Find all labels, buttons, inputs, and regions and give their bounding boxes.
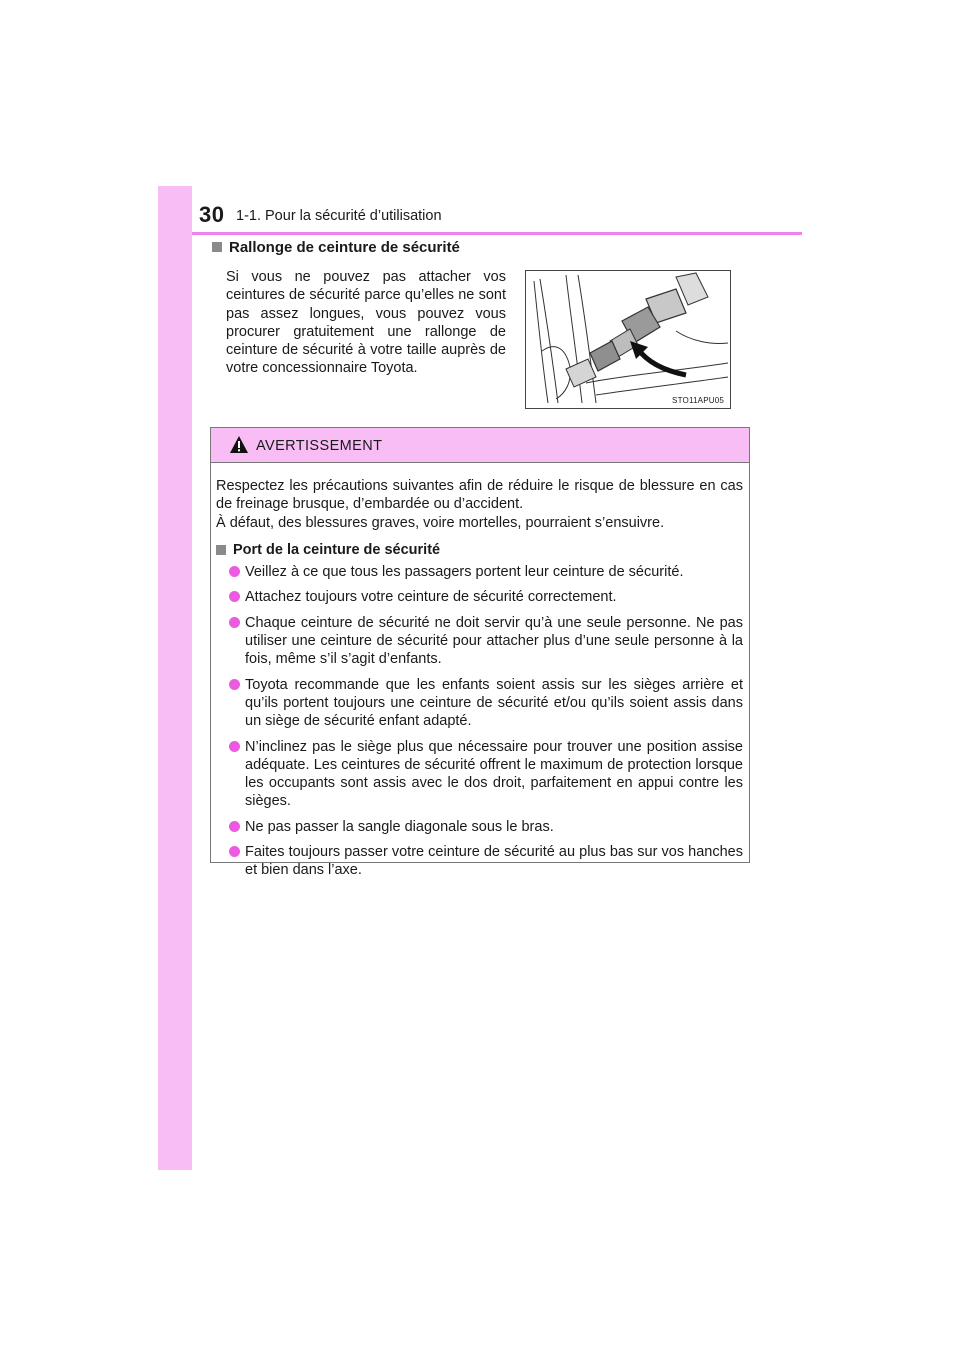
round-bullet-icon: [229, 679, 240, 690]
page-number: 30: [199, 202, 225, 227]
list-item-text: Veillez à ce que tous les passagers portent leur ceinture de sécurité.: [245, 564, 684, 581]
list-item: [216, 818, 743, 836]
list-item-text: Attachez toujours votre ceinture de sécurité correctement.: [245, 589, 617, 606]
warning-intro-2: À défaut, des blessures graves, voire mortelles, pourraient s’ensuivre.: [216, 514, 665, 531]
seatbelt-extender-drawing: [526, 271, 730, 408]
round-bullet-icon: [229, 566, 240, 577]
round-bullet-icon: [229, 617, 240, 628]
list-item-text: Chaque ceinture de sécurité ne doit servir qu’à une seule personne. Ne pas utiliser une ceinture de sécurité pour attacher plus d’une seule personne à la fois, même s’il s’agit d’enfants.: [245, 614, 743, 668]
list-item-text: Faites toujours passer votre ceinture de sécurité au plus bas sur vos hanches et bien dans l’axe.: [245, 844, 743, 879]
warning-box: [210, 427, 750, 879]
warning-title: AVERTISSEMENT: [256, 438, 383, 454]
header-rule: [192, 232, 802, 235]
round-bullet-icon: [229, 846, 240, 857]
warning-subheading-text: Port de la ceinture de sécurité: [233, 541, 441, 558]
list-item: [216, 614, 743, 669]
extension-heading-text: Rallonge de ceinture de sécurité: [229, 239, 460, 256]
warning-header: [211, 428, 749, 463]
square-bullet-icon: [212, 242, 222, 252]
seatbelt-extender-illustration: [525, 270, 731, 409]
round-bullet-icon: [229, 741, 240, 752]
list-item-text: N’inclinez pas le siège plus que nécessaire pour trouver une position assise adéquate. Les ceintures de sécurité offrent le maximum de protection lorsque les occupants sont assis avec le dos droit, parfaitement en appui contre les sièges.: [245, 738, 743, 810]
extension-heading: [212, 239, 460, 256]
warning-subheading: [216, 541, 743, 559]
extension-text: Si vous ne pouvez pas attacher vos ceintures de sécurité parce qu’elles ne sont pas assez longues, vous pouvez vous procurer gratuitement une rallonge de ceinture de sécurité à votre taille auprès de votre concessionnaire Toyota.: [226, 269, 506, 377]
warning-triangle-icon: [229, 435, 249, 454]
side-tab-band: [158, 186, 192, 1170]
list-item-text: Ne pas passer la sangle diagonale sous le bras.: [245, 818, 554, 835]
section-title: 1-1. Pour la sécurité d’utilisation: [236, 208, 442, 224]
list-item: [216, 676, 743, 731]
warning-body: [211, 463, 749, 880]
round-bullet-icon: [229, 821, 240, 832]
list-item: [216, 738, 743, 811]
warning-intro: Respectez les précautions suivantes afin de réduire le risque de blessure en cas de freinage brusque, d’embardée ou d’accident.: [216, 478, 743, 513]
list-item: [216, 563, 743, 581]
figure-code: STO11APU05: [672, 396, 724, 405]
list-item: [216, 588, 743, 606]
round-bullet-icon: [229, 591, 240, 602]
list-item: [216, 843, 743, 880]
warning-list: [216, 563, 743, 879]
list-item-text: Toyota recommande que les enfants soient assis sur les sièges arrière et qu’ils portent toujours une ceinture de sécurité et/ou qu’ils soient assis dans un siège de sécurité enfant adapté.: [245, 676, 743, 730]
square-bullet-icon: [216, 545, 226, 555]
